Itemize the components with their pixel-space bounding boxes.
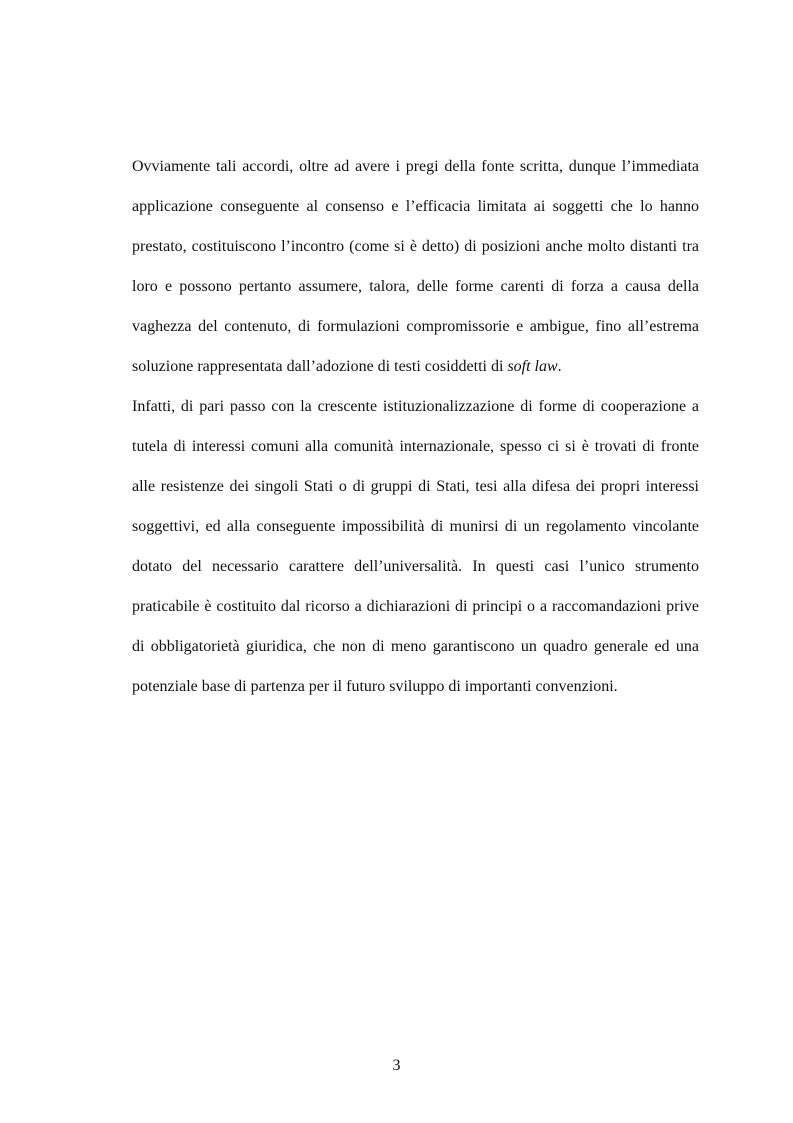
paragraph-1-end: .	[557, 358, 562, 375]
body-text	[132, 147, 699, 707]
paragraph-1	[132, 147, 699, 387]
paragraph-1-emphasis: soft law	[507, 358, 558, 375]
page-number: 3	[392, 1057, 401, 1074]
paragraph-2: Infatti, di pari passo con la crescente istituzionalizzazione di forme di cooperazione a tutela di interessi comuni alla comunità internazionale, spesso ci si è trovati di fronte alle resistenze dei singoli Stati o di gruppi di Stati, tesi alla difesa dei propri interessi soggettivi, ed alla conseguente impossibilità di munirsi di un regolamento vincolante dotato del necessario carattere dell’universalità. In questi casi l’unico strumento praticabile è costituito dal ricorso a dichiarazioni di principi o a raccomandazioni prive di obbligatorietà giuridica, che non di meno garantiscono un quadro generale ed una potenziale base di partenza per il futuro sviluppo di importanti convenzioni.	[132, 398, 699, 695]
paragraph-1-text: Ovviamente tali accordi, oltre ad avere i pregi della fonte scritta, dunque l’immediata applicazione conseguente al consenso e l’efficacia limitata ai soggetti che lo hanno prestato, costituiscono l’incontro (come si è detto) di posizioni anche molto distanti tra loro e possono pertanto assumere, talora, delle forme carenti di forza a causa della vaghezza del contenuto, di formulazioni compromissorie e ambigue, fino all’estrema soluzione rappresentata dall’adozione di testi cosiddetti di	[132, 158, 699, 375]
